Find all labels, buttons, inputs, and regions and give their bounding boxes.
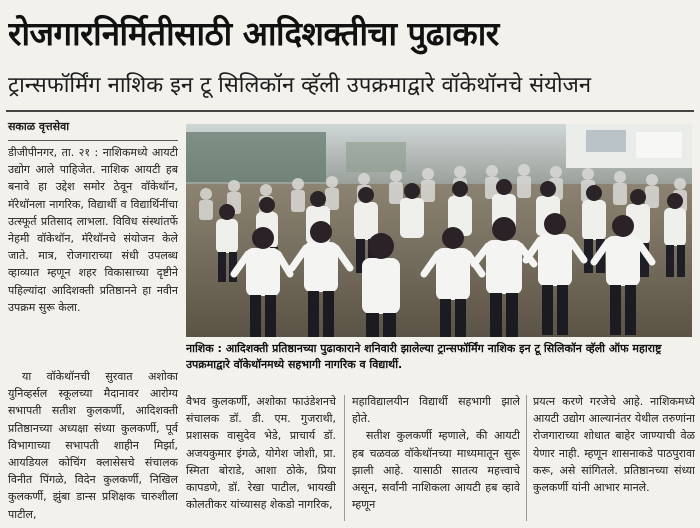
article-paragraph: महाविद्यालयीन विद्यार्थी सहभागी झाले होते. [352,395,520,426]
article-column-left-bottom [8,368,178,524]
subheadline: ट्रान्सफॉर्मिंग नाशिक इन टू सिलिकॉन व्हॅली उपक्रमाद्वारे वॉकेथॉनचे संयोजन [8,73,592,98]
byline: सकाळ वृत्तसेवा [8,120,70,133]
byline-rule [8,140,178,141]
caption-place: नाशिक : [186,342,222,355]
article-column-left-top [8,144,178,364]
walkathon-crowd-photo [186,124,692,337]
column-divider [344,395,345,521]
header-rule [6,110,694,112]
article-paragraph: प्रयत्न करणे गरजेचे आहे. नाशिकमध्ये आयटी उद्योग आल्यानंतर येथील तरुणांना रोजगाराच्या शोधात बाहेर जाण्याची वेळ येणार नाही. म्हणून शासनाकडे पाठपुरावा करू, असे सांगितले. प्रतिष्ठानच्या संध्या कुलकर्णी यांनी आभार मानले. [533,395,695,495]
article-column-4 [533,393,695,524]
caption-text: आदिशक्ती प्रतिष्ठानच्या पुढाकाराने शनिवारी झालेल्या ट्रान्सफॉर्मिंग नाशिक इन टू सिलिकॉन व्हॅली ऑफ महाराष्ट्र उपक्रमाद्वारे वॉकेथॉनमध्ये सहभागी नागरिक व विद्यार्थी. [186,342,662,371]
article-paragraph: या वॉकेथॉनची सुरवात अशोका युनिव्हर्सल स्कूलच्या मैदानावर आरोग्य सभापती सतीश कुलकर्णी, आदिशक्ती प्रतिष्ठानच्या अध्यक्षा संध्या कुलकर्णी, पूर्व विभागाच्या सभापती शाहीन मिर्झा, आयडियल कोचिंग क्लासेसचे संचालक विनीत पिंगळे, विदेन कुलकर्णी, निखिल कुलकर्णी, झुंबा डान्स प्रशिक्षक चारुशीला पाटील, [8,370,178,521]
article-column-2 [186,393,336,524]
photo-caption [186,341,692,387]
article-paragraph: वैभव कुलकर्णी, अशोका फाउंडेशनचे संचालक डॉ. डी. एम. गुजराथी, प्रशासक वासुदेव भेडे, प्राचार्य डॉ. अजयकुमार इंगळे, योगेश जोशी, प्रा. स्मिता बोराडे, आशा ठोके, प्रिया कापडणे, डॉ. रेखा पाटील, भायखी कोलतीकर यांच्यासह शेकडो नागरिक, [186,395,336,512]
article-paragraph: डीजीपीनगर, ता. २१ : नाशिकमध्ये आयटी उद्योग आले पाहिजेत. नाशिक आयटी हब बनावे हा उद्देश समोर ठेवून वॉकेथॉन, मॅरेथॉनला नागरिक, विद्यार्थी व विद्यार्थिनींचा उत्स्फूर्त प्रतिसाद लाभला. विविध संस्थांतर्फे नेहमी वॉकेथॉन, मॅरेथॉनचे संयोजन केले जाते. मात्र, रोजगाराच्या संधी उपलब्ध व्हाव्यात म्हणून शहर विकासाच्या दृष्टीने पहिल्यांदा आदिशक्ती प्रतिष्ठानने हा नवीन उपक्रम सुरू केला. [8,146,178,314]
article-paragraph: सतीश कुलकर्णी म्हणाले, की आयटी हब चळवळ वॉकेथॉनच्या माध्यमातून सुरू झाली आहे. यासाठी सातत्य महत्त्वाचे असून, सर्वांनी नाशिकला आयटी हब व्हावे म्हणून [352,429,520,512]
column-divider [526,395,527,521]
article-column-3 [352,393,520,524]
headline: रोजगारनिर्मितीसाठी आदिशक्तीचा पुढाकार [8,14,499,53]
photo-illustration [186,124,692,337]
